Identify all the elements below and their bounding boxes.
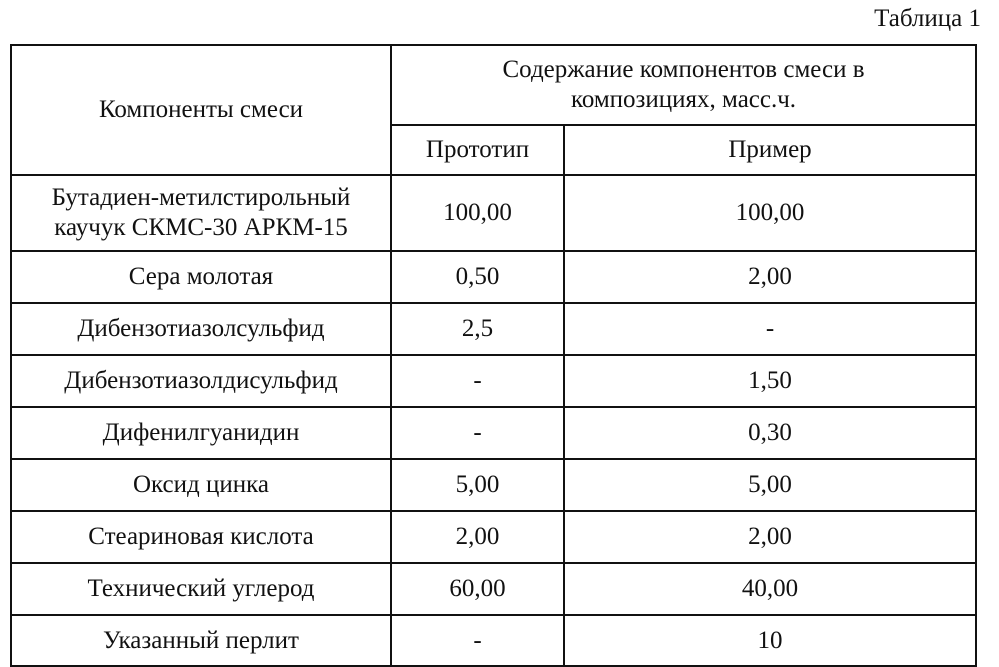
prototype-value: 5,00 (391, 459, 564, 511)
example-value: 40,00 (564, 563, 976, 615)
component-name-line1: Бутадиен-метилстирольный (51, 184, 351, 211)
example-value: 1,50 (564, 355, 976, 407)
component-name-line2: каучук СКМС-30 АРКМ-15 (54, 214, 348, 241)
header-content-group-line1: Содержание компонентов смеси в (502, 56, 865, 83)
component-name: Указанный перлит (11, 615, 391, 666)
table-row (11, 355, 976, 407)
component-name: Дибензотиазолдисульфид (11, 355, 391, 407)
example-value: 2,00 (564, 251, 976, 303)
prototype-value: 60,00 (391, 563, 564, 615)
component-name: Сера молотая (11, 251, 391, 303)
prototype-value: - (391, 355, 564, 407)
prototype-value: 100,00 (391, 175, 564, 251)
header-example-label: Пример (728, 136, 812, 163)
component-name: Стеариновая кислота (11, 511, 391, 563)
table-row (11, 563, 976, 615)
prototype-value: 2,5 (391, 303, 564, 355)
header-prototype-cell (391, 125, 564, 175)
table-row (11, 251, 976, 303)
example-value: 100,00 (564, 175, 976, 251)
example-value: 5,00 (564, 459, 976, 511)
component-name: Дибензотиазолсульфид (11, 303, 391, 355)
table-row (11, 407, 976, 459)
header-component-label: Компоненты смеси (98, 96, 304, 123)
prototype-value: 0,50 (391, 251, 564, 303)
table-row (11, 615, 976, 666)
component-name: Технический углерод (11, 563, 391, 615)
component-name: Дифенилгуанидин (11, 407, 391, 459)
header-row (11, 45, 976, 125)
header-prototype-label: Прототип (425, 136, 530, 163)
example-value: 10 (564, 615, 976, 666)
table-row (11, 175, 976, 251)
table-row (11, 459, 976, 511)
table-row (11, 511, 976, 563)
example-value: 0,30 (564, 407, 976, 459)
component-cell (11, 175, 391, 251)
header-example-cell (564, 125, 976, 175)
prototype-value: - (391, 615, 564, 666)
components-table (10, 44, 977, 667)
header-content-group-line2: композициях, масс.ч. (570, 86, 797, 113)
component-name: Оксид цинка (11, 459, 391, 511)
table-row (11, 303, 976, 355)
header-component-cell (11, 45, 391, 175)
prototype-value: 2,00 (391, 511, 564, 563)
example-value: 2,00 (564, 511, 976, 563)
example-value: - (564, 303, 976, 355)
table-caption: Таблица 1 (874, 5, 981, 32)
header-content-group-cell (391, 45, 976, 125)
prototype-value: - (391, 407, 564, 459)
